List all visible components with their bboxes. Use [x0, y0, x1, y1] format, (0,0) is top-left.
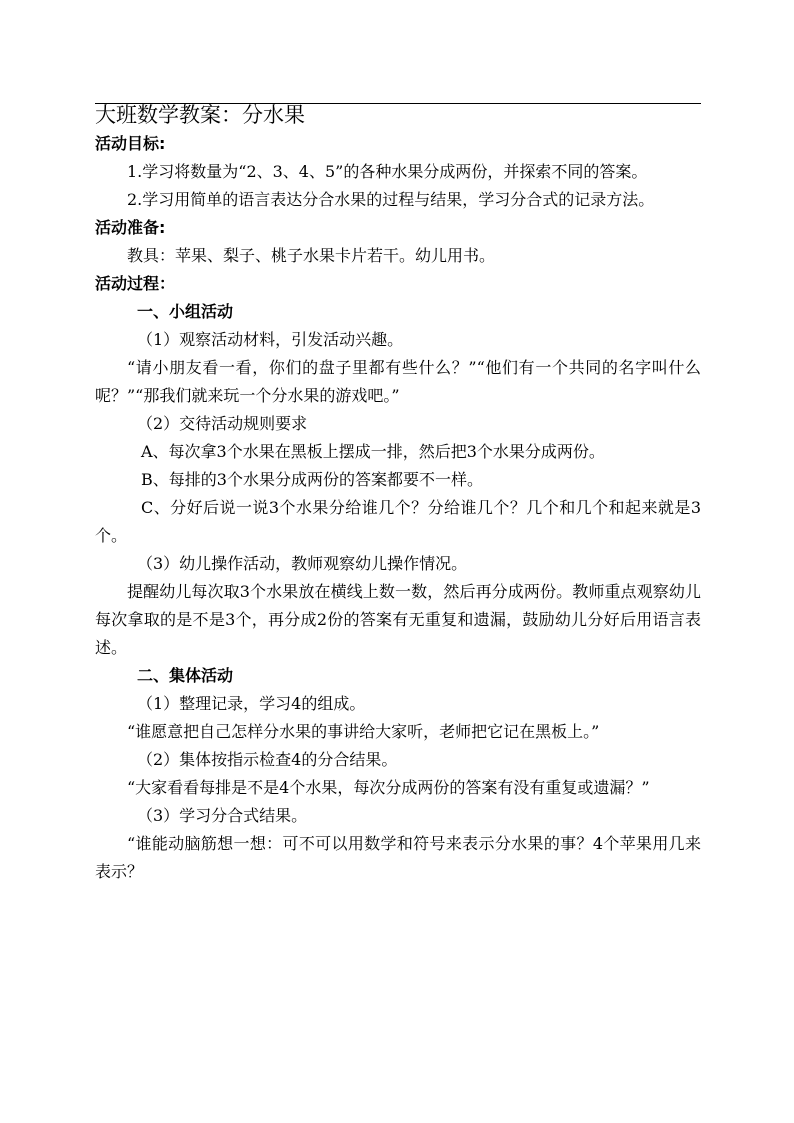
section2-p1: （1）整理记录，学习4的组成。	[137, 694, 366, 713]
section1-p8: 提醒幼儿每次取3个水果放在横线上数一数，然后再分成两份。教师重点观察幼儿每次拿取的是不是3个，再分成2份的答案有无重复和遗漏，鼓励幼儿分好后用语言表述。	[95, 582, 701, 657]
section1-title: 一、小组活动	[137, 302, 234, 321]
prep-text: 教具：苹果、梨子、桃子水果卡片若干。幼儿用书。	[127, 246, 496, 265]
section1-p1: （1）观察活动材料，引发活动兴趣。	[137, 330, 404, 349]
section2-p5: （3）学习分合式结果。	[137, 806, 308, 825]
section2-p2: “谁愿意把自己怎样分水果的事讲给大家听，老师把它记在黑板上。”	[127, 722, 600, 741]
section1-p3: （2）交待活动规则要求	[137, 414, 308, 433]
section1-p4: A、每次拿3个水果在黑板上摆成一排，然后把3个水果分成两份。	[141, 442, 605, 461]
section2-p6: “谁能动脑筋想一想：可不可以用数学和符号来表示分水果的事？4个苹果用几来表示？	[95, 834, 701, 881]
process-heading: 活动过程：	[95, 274, 176, 293]
section2-p4: “大家看看每排是不是4个水果，每次分成两份的答案有没有重复或遗漏？”	[127, 778, 650, 797]
prep-heading: 活动准备:	[95, 218, 166, 237]
document-title: 大班数学教案：分水果	[95, 103, 305, 127]
section1-p6: C、分好后说一说3个水果分给谁几个？分给谁几个？几个和几个和起来就是3个。	[95, 498, 701, 545]
section1-p5: B、每排的3个水果分成两份的答案都要不一样。	[141, 470, 483, 489]
section2-p3: （2）集体按指示检查4的分合结果。	[137, 750, 398, 769]
section1-p7: （3）幼儿操作活动，教师观察幼儿操作情况。	[137, 554, 468, 573]
goal-item-1: 1.学习将数量为“2、3、4、5”的各种水果分成两份，并探索不同的答案。	[127, 162, 648, 181]
section2-title: 二、集体活动	[137, 666, 234, 685]
section1-p2: “请小朋友看一看，你们的盘子里都有些什么？”“他们有一个共同的名字叫什么呢？”“那我们就来玩一个分水果的游戏吧。”	[95, 358, 701, 405]
goals-heading: 活动目标:	[95, 134, 166, 153]
document-body	[95, 100, 701, 886]
goal-item-2: 2.学习用简单的语言表达分合水果的过程与结果，学习分合式的记录方法。	[127, 190, 655, 209]
